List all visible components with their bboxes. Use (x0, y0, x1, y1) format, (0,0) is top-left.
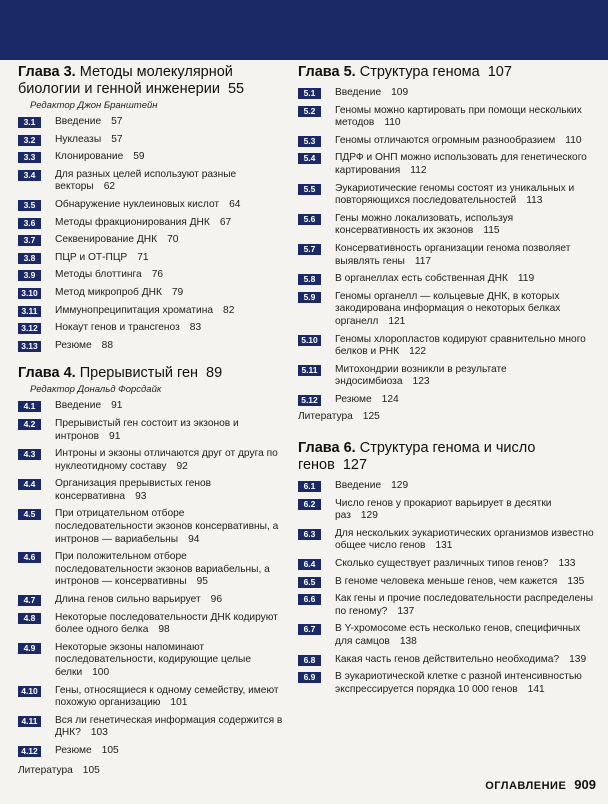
toc-entry-3-4[interactable] (18, 169, 284, 194)
toc-entry-6-3[interactable] (298, 528, 596, 553)
entry-title: Длина генов сильно варьирует (55, 594, 201, 606)
entry-page: 139 (569, 653, 587, 665)
chapter-heading (298, 440, 596, 474)
toc-entry-3-7[interactable] (18, 234, 284, 247)
toc-entry-4-4[interactable] (18, 478, 284, 503)
entry-title: Метод микропроб ДНК (55, 286, 162, 298)
section-badge: 4.4 (18, 479, 41, 490)
toc-entry-6-4[interactable] (298, 558, 596, 571)
section-badge: 4.5 (18, 509, 41, 520)
entry-page: 122 (409, 346, 427, 358)
chapter-title: Методы молекулярной биологии и генной инженерии (18, 64, 233, 97)
entry-page: 57 (111, 116, 123, 127)
section-badge: 3.11 (18, 306, 41, 317)
entry-title: Как гены и прочие последовательности распределены по геному? (335, 593, 594, 617)
entry-page: 115 (483, 225, 500, 237)
section-badge: 4.12 (18, 746, 41, 757)
entry-title: Введение (335, 87, 382, 98)
entry-title: Сколько существует различных типов генов? (335, 558, 549, 570)
entry-title: Клонирование (55, 151, 124, 163)
chapter-heading (18, 64, 284, 98)
section-badge: 4.1 (18, 401, 41, 412)
entry-page: 117 (414, 255, 432, 267)
toc-entry-6-9[interactable] (298, 671, 596, 696)
toc-entry-5-1[interactable] (298, 87, 596, 100)
section-badge: 4.2 (18, 419, 41, 430)
entry-page: 112 (410, 164, 427, 176)
toc-entry-6-6[interactable] (298, 593, 596, 618)
entry-title: Иммунопреципитация хроматина (55, 304, 214, 316)
entry-title: Секвенирование ДНК (55, 234, 158, 246)
toc-entry-5-9[interactable] (298, 291, 596, 329)
literature-entry[interactable] (298, 411, 596, 424)
entry-page: 131 (435, 540, 453, 552)
section-badge: 4.8 (18, 613, 41, 624)
entry-title: Число генов у прокариот варьирует в десятки раз (335, 497, 552, 522)
entry-title: При отрицательном отборе последовательности экзонов консервативны, а интронов — вариабельны (55, 508, 279, 545)
toc-entry-5-6[interactable] (298, 213, 596, 238)
entry-title: Гены, относящиеся к одному семейству, имеют похожую организацию (55, 684, 279, 709)
entry-page: 129 (391, 480, 409, 492)
section-badge: 6.4 (298, 559, 321, 570)
section-badge: 6.8 (298, 655, 321, 666)
entry-title: ПЦР и ОТ-ПЦР (55, 251, 128, 263)
section-badge: 5.9 (298, 292, 321, 303)
toc-entry-4-3[interactable] (18, 448, 284, 473)
section-badge: 3.4 (18, 170, 41, 181)
entry-title: Геномы отличаются огромным разнообразием (335, 134, 556, 146)
chapter-number: Глава 6. (298, 440, 356, 457)
toc-entry-4-7[interactable] (18, 594, 284, 607)
entry-title: В геноме человека меньше генов, чем кажется (335, 575, 558, 587)
section-badge: 5.10 (298, 335, 321, 346)
toc-entry-3-9[interactable] (18, 269, 284, 282)
entry-page: 110 (384, 117, 401, 129)
toc-entry-4-10[interactable] (18, 685, 284, 710)
section-badge: 3.2 (18, 135, 41, 146)
section-badge: 4.3 (18, 449, 41, 460)
entry-page: 95 (196, 576, 208, 588)
toc-entry-4-11[interactable] (18, 715, 284, 740)
entry-title: Введение (55, 116, 102, 127)
entry-title: Некоторые последовательности ДНК кодируют более одного белка (55, 611, 278, 636)
entry-page: 129 (360, 510, 378, 522)
section-badge: 5.2 (298, 106, 321, 117)
entry-title: Некоторые экзоны напоминают последовательности, кодирующие целые белки (55, 641, 252, 678)
entry-title: Методы блоттинга (55, 269, 142, 281)
entry-page: 138 (399, 636, 417, 647)
chapter-page: 127 (342, 457, 368, 474)
toc-entry-4-2[interactable] (18, 418, 284, 443)
entry-title: Для нескольких эукариотических организмов известно общее число генов (335, 527, 594, 552)
entry-page: 76 (151, 269, 164, 281)
entry-title: Организация прерывистых генов консервативна (55, 478, 212, 502)
toc-entry-3-10[interactable] (18, 287, 284, 300)
entry-page: 79 (171, 286, 184, 298)
toc-entry-5-2[interactable] (298, 105, 596, 130)
entry-title: Вся ли генетическая информация содержится в ДНК? (55, 714, 283, 739)
toc-entry-6-8[interactable] (298, 654, 596, 667)
toc-entry-6-7[interactable] (298, 623, 596, 648)
entry-title: В органеллах есть собственная ДНК (335, 273, 508, 285)
entry-title: Резюме (335, 393, 372, 405)
chapter-number: Глава 5. (298, 64, 356, 80)
toc-entry-5-10[interactable] (298, 334, 596, 359)
toc-entry-4-8[interactable] (18, 612, 284, 637)
literature-label: Литература (18, 764, 73, 776)
section-badge: 3.10 (18, 288, 41, 299)
entry-title: Консервативность организации генома позволяет выявлять гены (335, 242, 571, 267)
toc-entry-3-8[interactable] (18, 252, 284, 265)
entry-title: Геномы можно картировать при помощи нескольких методов (335, 104, 582, 129)
entry-page: 137 (397, 605, 415, 617)
chapter-editor: Редактор Джон Бранштейн (30, 100, 158, 111)
toc-entry-3-11[interactable] (18, 305, 284, 318)
entry-page: 62 (103, 181, 116, 193)
entry-page: 109 (391, 87, 409, 98)
section-badge: 3.8 (18, 253, 41, 264)
section-badge: 3.3 (18, 152, 41, 163)
toc-column-left (18, 64, 284, 777)
entry-title: Резюме (55, 339, 92, 351)
entry-page: 92 (176, 460, 188, 472)
toc-entry-6-1[interactable] (298, 480, 596, 493)
entry-page: 93 (135, 490, 147, 502)
entry-title: Прерывистый ген состоит из экзонов и интронов (55, 417, 239, 442)
entry-title: Геномы органелл — кольцевые ДНК, в которых закодирована информация о некоторых белках органелл (335, 290, 561, 327)
toc-entry-6-2[interactable] (298, 498, 596, 523)
chapter-heading (18, 365, 284, 382)
chapter-5 (298, 64, 596, 424)
entry-title: В Y-хромосоме есть несколько генов, специфичных для самцов (335, 623, 581, 647)
chapter-number: Глава 4. (18, 365, 76, 382)
chapter-number: Глава 3. (18, 64, 76, 80)
toc-entry-3-13[interactable] (18, 340, 284, 353)
section-badge: 5.6 (298, 214, 321, 225)
entry-page: 119 (517, 273, 535, 285)
entry-title: Митохондрии возникли в результате эндосимбиоза (335, 363, 507, 388)
entry-page: 88 (101, 339, 113, 351)
section-badge: 4.7 (18, 595, 41, 606)
entry-title: При положительном отборе последовательности экзонов вариабельны, а интронов — консервативны (55, 551, 270, 588)
toc-entry-4-6[interactable] (18, 551, 284, 589)
entry-title: Для разных целей используют разные векторы (55, 168, 237, 193)
entry-title: Интроны и экзоны отличаются друг от друга по нуклеотидному составу (55, 448, 278, 472)
toc-entry-4-12[interactable] (18, 745, 284, 758)
section-badge: 5.1 (298, 88, 321, 99)
toc-entry-5-11[interactable] (298, 364, 596, 389)
section-badge: 3.13 (18, 341, 41, 352)
section-badge: 6.5 (298, 577, 321, 588)
entry-title: Эукариотические геномы состоят из уникальных и повторяющихся последовательностей (335, 182, 575, 207)
toc-column-right (298, 64, 596, 696)
section-badge: 6.6 (298, 594, 321, 605)
footer-section-label: ОГЛАВЛЕНИЕ (485, 780, 567, 792)
entry-page: 71 (137, 251, 149, 263)
section-badge: 3.7 (18, 235, 41, 246)
section-badge: 4.11 (18, 716, 41, 727)
entry-page: 57 (111, 133, 123, 145)
section-badge: 6.3 (298, 529, 321, 540)
toc-entry-5-3[interactable] (298, 135, 596, 148)
entry-page: 82 (223, 304, 235, 316)
chapter-editor: Редактор Дональд Форсдайк (30, 384, 162, 396)
section-badge: 4.10 (18, 686, 41, 697)
entry-page: 103 (90, 727, 108, 739)
section-badge: 5.11 (298, 365, 321, 376)
chapter-title: Прерывистый ген (79, 365, 199, 382)
section-badge: 3.9 (18, 270, 41, 281)
section-badge: 6.9 (298, 672, 321, 683)
toc-entry-4-1[interactable] (18, 400, 284, 413)
entry-page: 67 (219, 216, 232, 228)
chapter-3 (18, 64, 284, 352)
entry-title: Введение (55, 400, 102, 412)
section-badge: 5.8 (298, 274, 321, 285)
section-badge: 5.4 (298, 153, 321, 164)
section-badge: 4.9 (18, 643, 41, 654)
entry-page: 100 (92, 667, 110, 678)
entry-title: Гены можно локализовать, используя консервативность их экзонов (335, 212, 514, 237)
page-number: 909 (574, 777, 596, 792)
entry-page: 110 (565, 134, 582, 146)
entry-page: 124 (381, 393, 399, 405)
entry-page: 123 (412, 376, 430, 388)
entry-page: 141 (527, 683, 545, 695)
entry-page: 135 (567, 575, 585, 587)
toc-entry-3-1[interactable] (18, 116, 284, 129)
top-banner (0, 0, 608, 60)
toc-entry-5-7[interactable] (298, 243, 596, 268)
chapter-page: 107 (487, 64, 512, 80)
toc-entry-3-6[interactable] (18, 217, 284, 230)
chapter-4 (18, 365, 284, 777)
entry-title: Обнаружение нуклеиновых кислот (55, 198, 220, 210)
entry-page: 94 (188, 533, 200, 545)
section-badge: 5.7 (298, 244, 321, 255)
toc-entry-3-12[interactable] (18, 322, 284, 335)
section-badge: 5.3 (298, 136, 321, 147)
chapter-6 (298, 440, 596, 696)
entry-page: 96 (210, 594, 223, 606)
chapter-page: 89 (206, 365, 223, 382)
entry-page: 133 (558, 558, 576, 570)
section-badge: 4.6 (18, 552, 41, 563)
toc-entry-5-5[interactable] (298, 183, 596, 208)
toc-entry-3-2[interactable] (18, 134, 284, 147)
chapter-title: Структура генома (359, 64, 480, 80)
chapter-heading (298, 64, 596, 81)
section-badge: 6.1 (298, 481, 321, 492)
entry-page: 91 (111, 400, 123, 412)
entry-page: 64 (229, 198, 241, 210)
section-badge: 6.7 (298, 624, 321, 635)
entry-page: 83 (189, 322, 202, 334)
entry-title: Резюме (55, 744, 92, 756)
entry-title: ПДРФ и ОНП можно использовать для генетического картирования (335, 152, 587, 176)
entry-page: 70 (167, 234, 179, 246)
entry-page: 121 (388, 315, 406, 327)
toc-entry-5-12[interactable] (298, 394, 596, 407)
entry-title: Нуклеазы (55, 133, 102, 145)
toc-entry-3-5[interactable] (18, 199, 284, 212)
page-footer (485, 777, 596, 792)
literature-entry[interactable] (18, 765, 284, 778)
entry-title: В эукариотической клетке с разной интенсивностью экспрессируется порядка 10 000 генов (335, 671, 582, 695)
toc-entry-4-9[interactable] (18, 642, 284, 680)
entry-title: Какая часть генов действительно необходима? (335, 653, 560, 665)
toc-entry-3-3[interactable] (18, 151, 284, 164)
toc-entry-5-8[interactable] (298, 273, 596, 286)
section-badge: 3.5 (18, 200, 41, 211)
entry-page: 101 (170, 697, 188, 709)
literature-page: 125 (362, 411, 380, 423)
section-badge: 3.12 (18, 323, 41, 334)
entry-page: 113 (526, 195, 543, 207)
toc-entry-5-4[interactable] (298, 152, 596, 177)
entry-title: Введение (335, 480, 382, 492)
section-badge: 3.1 (18, 117, 41, 128)
entry-page: 98 (158, 624, 170, 636)
section-badge: 6.2 (298, 499, 321, 510)
section-badge: 5.12 (298, 395, 321, 406)
section-badge: 3.6 (18, 218, 41, 229)
toc-entry-4-5[interactable] (18, 508, 284, 546)
entry-title: Методы фракционирования ДНК (55, 216, 210, 228)
literature-page: 105 (82, 764, 100, 776)
entry-page: 91 (109, 430, 121, 442)
entry-title: Нокаут генов и трансгеноз (55, 322, 180, 334)
entry-page: 105 (101, 744, 119, 756)
chapter-title: Структура генома и число генов (298, 440, 536, 474)
literature-label: Литература (298, 411, 353, 423)
chapter-page: 55 (227, 81, 245, 97)
entry-page: 59 (133, 151, 145, 163)
toc-entry-6-5[interactable] (298, 576, 596, 589)
section-badge: 5.5 (298, 184, 321, 195)
entry-title: Геномы хлоропластов кодируют сравнительно много белков и РНК (335, 333, 586, 358)
